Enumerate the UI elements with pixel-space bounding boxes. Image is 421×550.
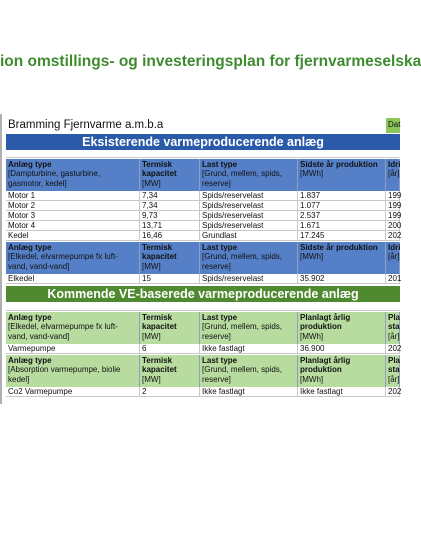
future-header-load: Last type [Grund, mellem, spids, reserve]	[200, 312, 298, 344]
existing-row-cell-type: Motor 1	[6, 191, 140, 201]
future-row-cell-load: Ikke fastlagt	[200, 344, 298, 354]
existing-header-load: Last type [Grund, mellem, spids, reserve]	[200, 159, 298, 191]
existing-row-cell-load: Spids/reservelast	[200, 211, 298, 221]
future2-header-year: Pla sta [år]	[386, 355, 400, 387]
existing-row-cell-type: Motor 4	[6, 221, 140, 231]
future-row-cell-year: 202	[388, 344, 402, 353]
existing-header-production: Sidste år produktion [MWh]	[298, 159, 386, 191]
existing-section-title: Eksisterende varmeproducerende anlæg	[6, 134, 400, 150]
future-row-cell-type: Varmepumpe	[6, 344, 140, 354]
row-header-strip	[0, 114, 2, 404]
spacer-row	[6, 302, 400, 311]
future-header-year: Pla sta [år]	[386, 312, 400, 344]
existing-row-cell-production: 1.837	[298, 191, 386, 201]
existing-row-cell-year: 199	[388, 211, 402, 220]
existing-row-cell-load: Spids/reservelast	[200, 191, 298, 201]
existing-row-cell-type: Motor 3	[6, 211, 140, 221]
existing-row-cell-year: 200	[388, 221, 402, 230]
existing2-row-cell-production: 35.902	[298, 274, 386, 284]
future2-header-load: Last type [Grund, mellem, spids, reserve]	[200, 355, 298, 387]
date-label-cell: Dat	[386, 118, 400, 133]
future-header-production: Planlagt årlig produktion [MWh]	[298, 312, 386, 344]
existing-row-cell-type: Kedel	[6, 231, 140, 241]
page-title: ion omstillings- og investeringsplan for fjernvarmeselska	[0, 53, 421, 70]
existing2-row-cell-year: 201	[388, 274, 402, 283]
spacer-row	[6, 150, 400, 158]
future-row-cell-production: 36.900	[298, 344, 386, 354]
existing-row-cell-capacity: 7,34	[140, 201, 200, 211]
future2-header-production: Planlagt årlig produktion [MWh]	[298, 355, 386, 387]
existing-row-cell-year: 199	[388, 201, 402, 210]
existing-header-year: Idri [år]	[386, 159, 400, 191]
existing-row-cell-capacity: 16,46	[140, 231, 200, 241]
existing-row-cell-production: 1.077	[298, 201, 386, 211]
future-header-capacity: Termisk kapacitet [MW]	[140, 312, 200, 344]
future2-row-cell-year: 202	[388, 387, 402, 396]
existing2-row-cell-load: Spids/reservelast	[200, 274, 298, 284]
existing2-header-year: Idri [år]	[386, 242, 400, 274]
existing-row-cell-capacity: 7,34	[140, 191, 200, 201]
existing2-row-cell-type: Elkedel	[6, 274, 140, 284]
future-row-cell-capacity: 6	[140, 344, 200, 354]
existing-header-type: Anlæg type [Dampturbine, gasturbine, gasmotor, kedel]	[6, 159, 140, 191]
future2-header-type: Anlæg type [Absorption varmepumpe, biolie kedel]	[6, 355, 140, 387]
existing-row-cell-load: Spids/reservelast	[200, 221, 298, 231]
existing-row-cell-year: 202	[388, 231, 402, 240]
existing-row-cell-load: Spids/reservelast	[200, 201, 298, 211]
future2-row-cell-type: Co2 Varmepumpe	[6, 387, 140, 397]
existing-row-cell-capacity: 13,71	[140, 221, 200, 231]
existing-row-cell-capacity: 9,73	[140, 211, 200, 221]
future2-row-cell-load: Ikke fastlagt	[200, 387, 298, 397]
existing-row-cell-type: Motor 2	[6, 201, 140, 211]
future2-row-cell-production: Ikke fastlagt	[298, 387, 386, 397]
existing-header-capacity: Termisk kapacitet [MW]	[140, 159, 200, 191]
future2-header-capacity: Termisk kapacitet [MW]	[140, 355, 200, 387]
existing-row-cell-year: 199	[388, 191, 402, 200]
existing-row-cell-production: 1.671	[298, 221, 386, 231]
existing2-header-type: Anlæg type [Elkedel, elvarmepumpe fx luft-vand, vand-vand]	[6, 242, 140, 274]
existing2-header-production: Sidste år produktion [MWh]	[298, 242, 386, 274]
existing-row-cell-production: 17.245	[298, 231, 386, 241]
existing-row-cell-load: Grundlast	[200, 231, 298, 241]
company-name-cell: Bramming Fjernvarme a.m.b.a	[8, 119, 164, 131]
future2-row-cell-capacity: 2	[140, 387, 200, 397]
existing2-header-load: Last type [Grund, mellem, spids, reserve]	[200, 242, 298, 274]
spreadsheet	[0, 114, 400, 404]
existing-row-cell-production: 2.537	[298, 211, 386, 221]
future-section-title: Kommende VE-baserede varmeproducerende anlæg	[6, 286, 400, 302]
existing2-header-capacity: Termisk kapacitet [MW]	[140, 242, 200, 274]
future-header-type: Anlæg type [Elkedel, elvarmepumpe fx luft-vand, vand-vand]	[6, 312, 140, 344]
existing2-row-cell-capacity: 15	[140, 274, 200, 284]
